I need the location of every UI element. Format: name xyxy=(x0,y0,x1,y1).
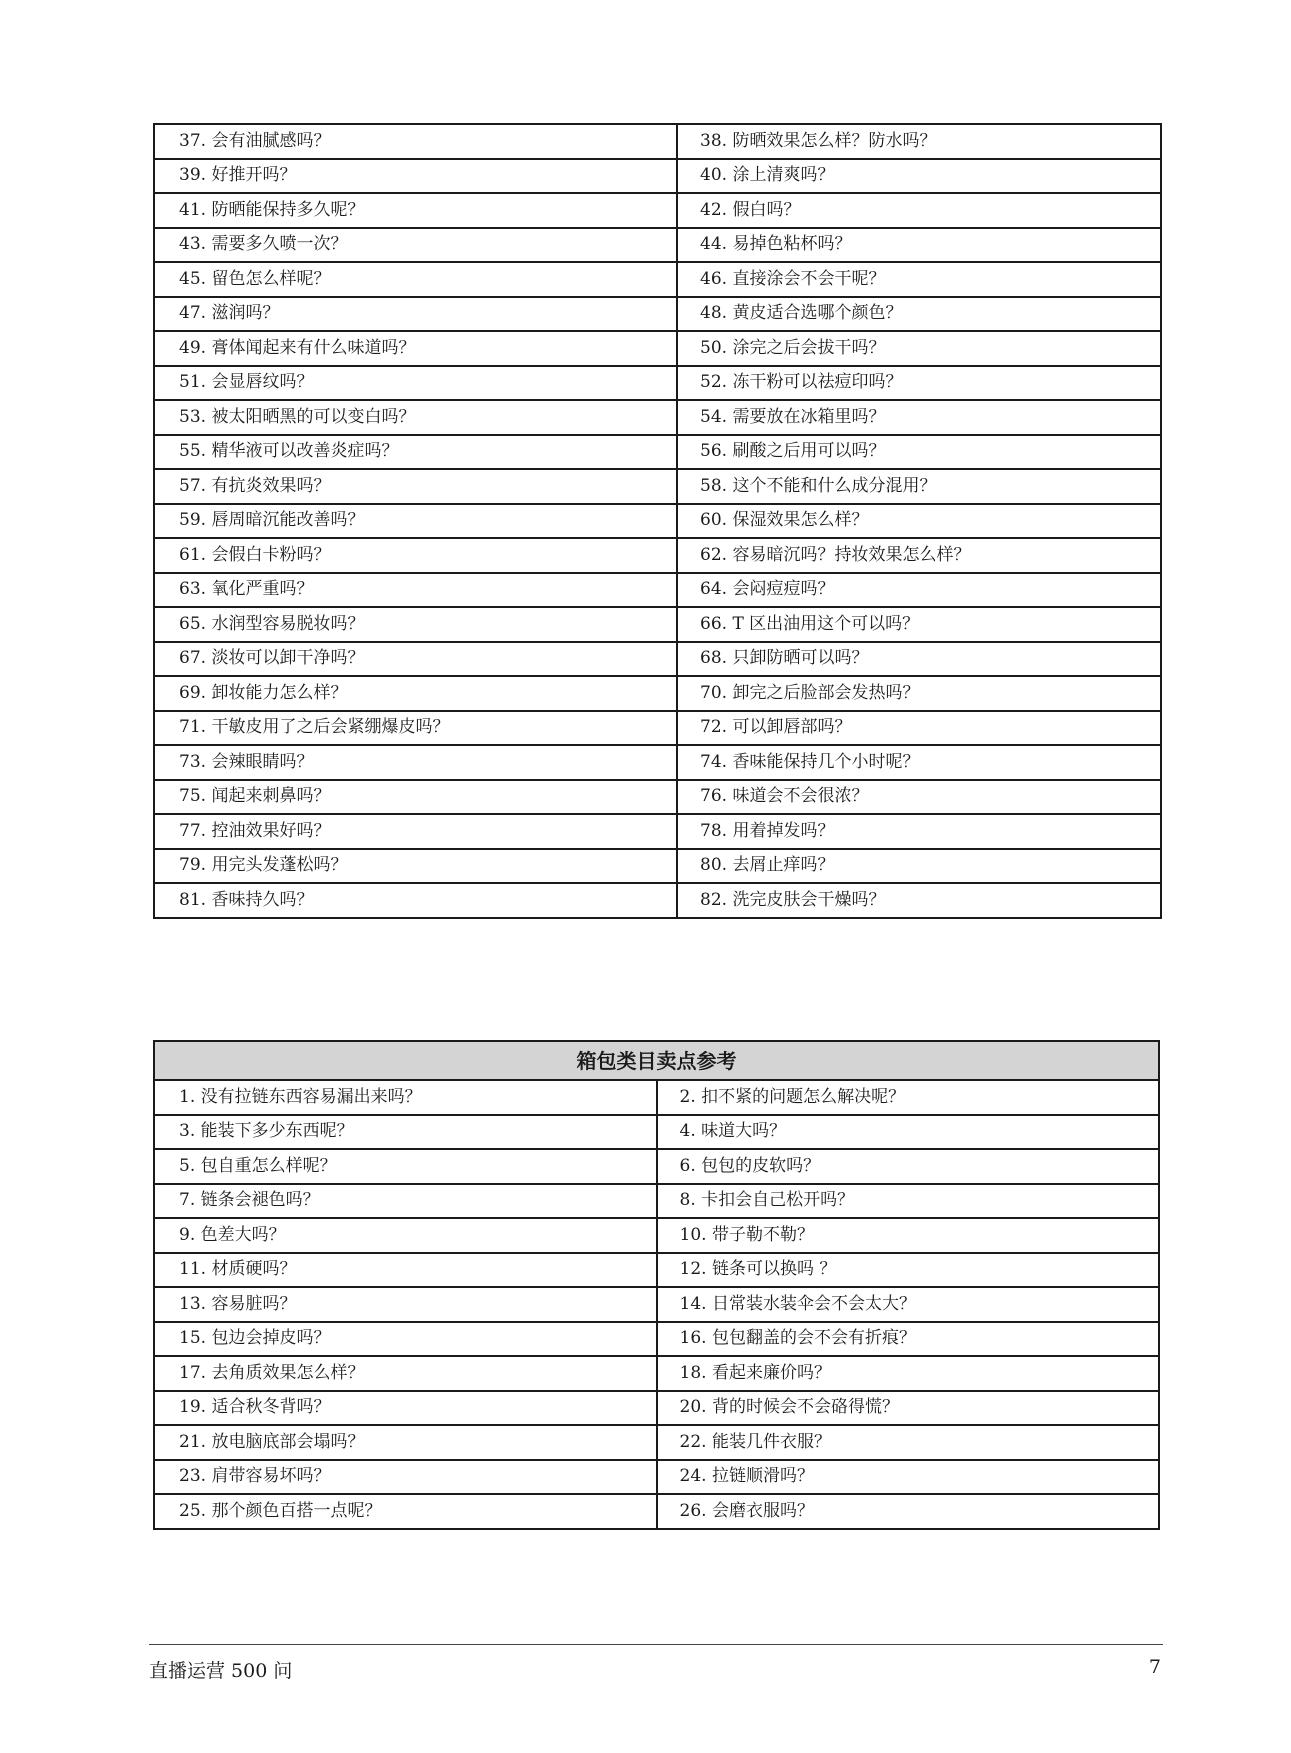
table-row xyxy=(154,1287,1159,1322)
question-cell: 65. 水润型容易脱妆吗？ xyxy=(154,607,677,642)
table-row xyxy=(154,573,1161,608)
question-cell: 37. 会有油腻感吗？ xyxy=(154,124,677,159)
question-cell: 68. 只卸防晒可以吗？ xyxy=(677,642,1161,677)
question-cell: 67. 淡妆可以卸干净吗？ xyxy=(154,642,677,677)
table-row xyxy=(154,1425,1159,1460)
table-row xyxy=(154,1322,1159,1357)
table-title-row xyxy=(154,1041,1159,1080)
question-cell: 44. 易掉色粘杯吗？ xyxy=(677,228,1161,263)
footer-book-title: 直播运营 500 问 xyxy=(149,1660,293,1682)
question-cell: 23. 肩带容易坏吗？ xyxy=(154,1460,657,1495)
question-cell: 39. 好推开吗？ xyxy=(154,159,677,194)
faq-table-cosmetics xyxy=(153,123,1162,919)
question-cell: 24. 拉链顺滑吗？ xyxy=(657,1460,1160,1495)
table-row xyxy=(154,1356,1159,1391)
question-cell: 64. 会闷痘痘吗？ xyxy=(677,573,1161,608)
question-cell: 20. 背的时候会不会硌得慌？ xyxy=(657,1391,1160,1426)
table-row xyxy=(154,745,1161,780)
question-cell: 80. 去屑止痒吗？ xyxy=(677,849,1161,884)
table-row xyxy=(154,159,1161,194)
table-row xyxy=(154,883,1161,918)
question-cell: 54. 需要放在冰箱里吗？ xyxy=(677,400,1161,435)
table-row xyxy=(154,711,1161,746)
question-cell: 2. 扣不紧的问题怎么解决呢？ xyxy=(657,1080,1160,1115)
table-row xyxy=(154,1494,1159,1529)
table-row xyxy=(154,1218,1159,1253)
question-cell: 16. 包包翻盖的会不会有折痕？ xyxy=(657,1322,1160,1357)
question-cell: 1. 没有拉链东西容易漏出来吗？ xyxy=(154,1080,657,1115)
faq-table-bags xyxy=(153,1040,1160,1530)
question-cell: 46. 直接涂会不会干呢？ xyxy=(677,262,1161,297)
question-cell: 42. 假白吗？ xyxy=(677,193,1161,228)
table-row xyxy=(154,849,1161,884)
table-row xyxy=(154,228,1161,263)
question-cell: 5. 包自重怎么样呢？ xyxy=(154,1149,657,1184)
question-cell: 25. 那个颜色百搭一点呢？ xyxy=(154,1494,657,1529)
question-cell: 43. 需要多久喷一次？ xyxy=(154,228,677,263)
question-cell: 47. 滋润吗？ xyxy=(154,297,677,332)
question-cell: 79. 用完头发蓬松吗？ xyxy=(154,849,677,884)
table-row xyxy=(154,1080,1159,1115)
question-cell: 6. 包包的皮软吗？ xyxy=(657,1149,1160,1184)
question-cell: 9. 色差大吗？ xyxy=(154,1218,657,1253)
question-cell: 3. 能装下多少东西呢？ xyxy=(154,1115,657,1150)
table-row xyxy=(154,1460,1159,1495)
question-cell: 60. 保湿效果怎么样？ xyxy=(677,504,1161,539)
table-row xyxy=(154,1253,1159,1288)
table-row xyxy=(154,676,1161,711)
table-row xyxy=(154,435,1161,470)
question-cell: 17. 去角质效果怎么样？ xyxy=(154,1356,657,1391)
question-cell: 38. 防晒效果怎么样？防水吗？ xyxy=(677,124,1161,159)
table-row xyxy=(154,1391,1159,1426)
question-cell: 8. 卡扣会自己松开吗？ xyxy=(657,1184,1160,1219)
table-row xyxy=(154,193,1161,228)
table-row xyxy=(154,780,1161,815)
question-cell: 19. 适合秋冬背吗？ xyxy=(154,1391,657,1426)
table-row xyxy=(154,607,1161,642)
question-cell: 63. 氧化严重吗？ xyxy=(154,573,677,608)
question-cell: 10. 带子勒不勒？ xyxy=(657,1218,1160,1253)
question-cell: 81. 香味持久吗？ xyxy=(154,883,677,918)
question-cell: 58. 这个不能和什么成分混用？ xyxy=(677,469,1161,504)
question-cell: 41. 防晒能保持多久呢？ xyxy=(154,193,677,228)
table-row xyxy=(154,1184,1159,1219)
table-row xyxy=(154,814,1161,849)
question-cell: 51. 会显唇纹吗？ xyxy=(154,366,677,401)
question-cell: 15. 包边会掉皮吗？ xyxy=(154,1322,657,1357)
table-row xyxy=(154,400,1161,435)
table-row xyxy=(154,262,1161,297)
table-row xyxy=(154,1149,1159,1184)
question-cell: 74. 香味能保持几个小时呢？ xyxy=(677,745,1161,780)
question-cell: 11. 材质硬吗？ xyxy=(154,1253,657,1288)
question-cell: 14. 日常装水装伞会不会太大？ xyxy=(657,1287,1160,1322)
footer-page-number: 7 xyxy=(1148,1656,1161,1678)
question-cell: 72. 可以卸唇部吗？ xyxy=(677,711,1161,746)
question-cell: 62. 容易暗沉吗？持妆效果怎么样？ xyxy=(677,538,1161,573)
question-cell: 26. 会磨衣服吗？ xyxy=(657,1494,1160,1529)
question-cell: 61. 会假白卡粉吗？ xyxy=(154,538,677,573)
question-cell: 78. 用着掉发吗？ xyxy=(677,814,1161,849)
footer-divider xyxy=(149,1644,1163,1645)
question-cell: 59. 唇周暗沉能改善吗？ xyxy=(154,504,677,539)
question-cell: 7. 链条会褪色吗？ xyxy=(154,1184,657,1219)
question-cell: 53. 被太阳晒黑的可以变白吗？ xyxy=(154,400,677,435)
question-cell: 75. 闻起来刺鼻吗？ xyxy=(154,780,677,815)
question-cell: 66. T 区出油用这个可以吗？ xyxy=(677,607,1161,642)
question-cell: 21. 放电脑底部会塌吗？ xyxy=(154,1425,657,1460)
table-row xyxy=(154,124,1161,159)
table-row xyxy=(154,504,1161,539)
question-cell: 73. 会辣眼睛吗？ xyxy=(154,745,677,780)
question-cell: 4. 味道大吗？ xyxy=(657,1115,1160,1150)
table-row xyxy=(154,642,1161,677)
table-row xyxy=(154,469,1161,504)
table-title: 箱包类目卖点参考 xyxy=(154,1041,1159,1080)
question-cell: 49. 膏体闻起来有什么味道吗？ xyxy=(154,331,677,366)
question-cell: 50. 涂完之后会拔干吗？ xyxy=(677,331,1161,366)
question-cell: 45. 留色怎么样呢？ xyxy=(154,262,677,297)
question-cell: 52. 冻干粉可以祛痘印吗？ xyxy=(677,366,1161,401)
question-cell: 22. 能装几件衣服？ xyxy=(657,1425,1160,1460)
question-cell: 69. 卸妆能力怎么样？ xyxy=(154,676,677,711)
table-row xyxy=(154,331,1161,366)
question-cell: 48. 黄皮适合选哪个颜色？ xyxy=(677,297,1161,332)
question-cell: 71. 干敏皮用了之后会紧绷爆皮吗？ xyxy=(154,711,677,746)
table-row xyxy=(154,1115,1159,1150)
question-cell: 13. 容易脏吗？ xyxy=(154,1287,657,1322)
question-cell: 57. 有抗炎效果吗？ xyxy=(154,469,677,504)
question-cell: 70. 卸完之后脸部会发热吗？ xyxy=(677,676,1161,711)
table-row xyxy=(154,297,1161,332)
table-row xyxy=(154,366,1161,401)
question-cell: 40. 涂上清爽吗？ xyxy=(677,159,1161,194)
question-cell: 55. 精华液可以改善炎症吗？ xyxy=(154,435,677,470)
question-cell: 18. 看起来廉价吗？ xyxy=(657,1356,1160,1391)
table-row xyxy=(154,538,1161,573)
question-cell: 76. 味道会不会很浓？ xyxy=(677,780,1161,815)
question-cell: 12. 链条可以换吗 ？ xyxy=(657,1253,1160,1288)
question-cell: 82. 洗完皮肤会干燥吗？ xyxy=(677,883,1161,918)
question-cell: 56. 刷酸之后用可以吗？ xyxy=(677,435,1161,470)
question-cell: 77. 控油效果好吗？ xyxy=(154,814,677,849)
